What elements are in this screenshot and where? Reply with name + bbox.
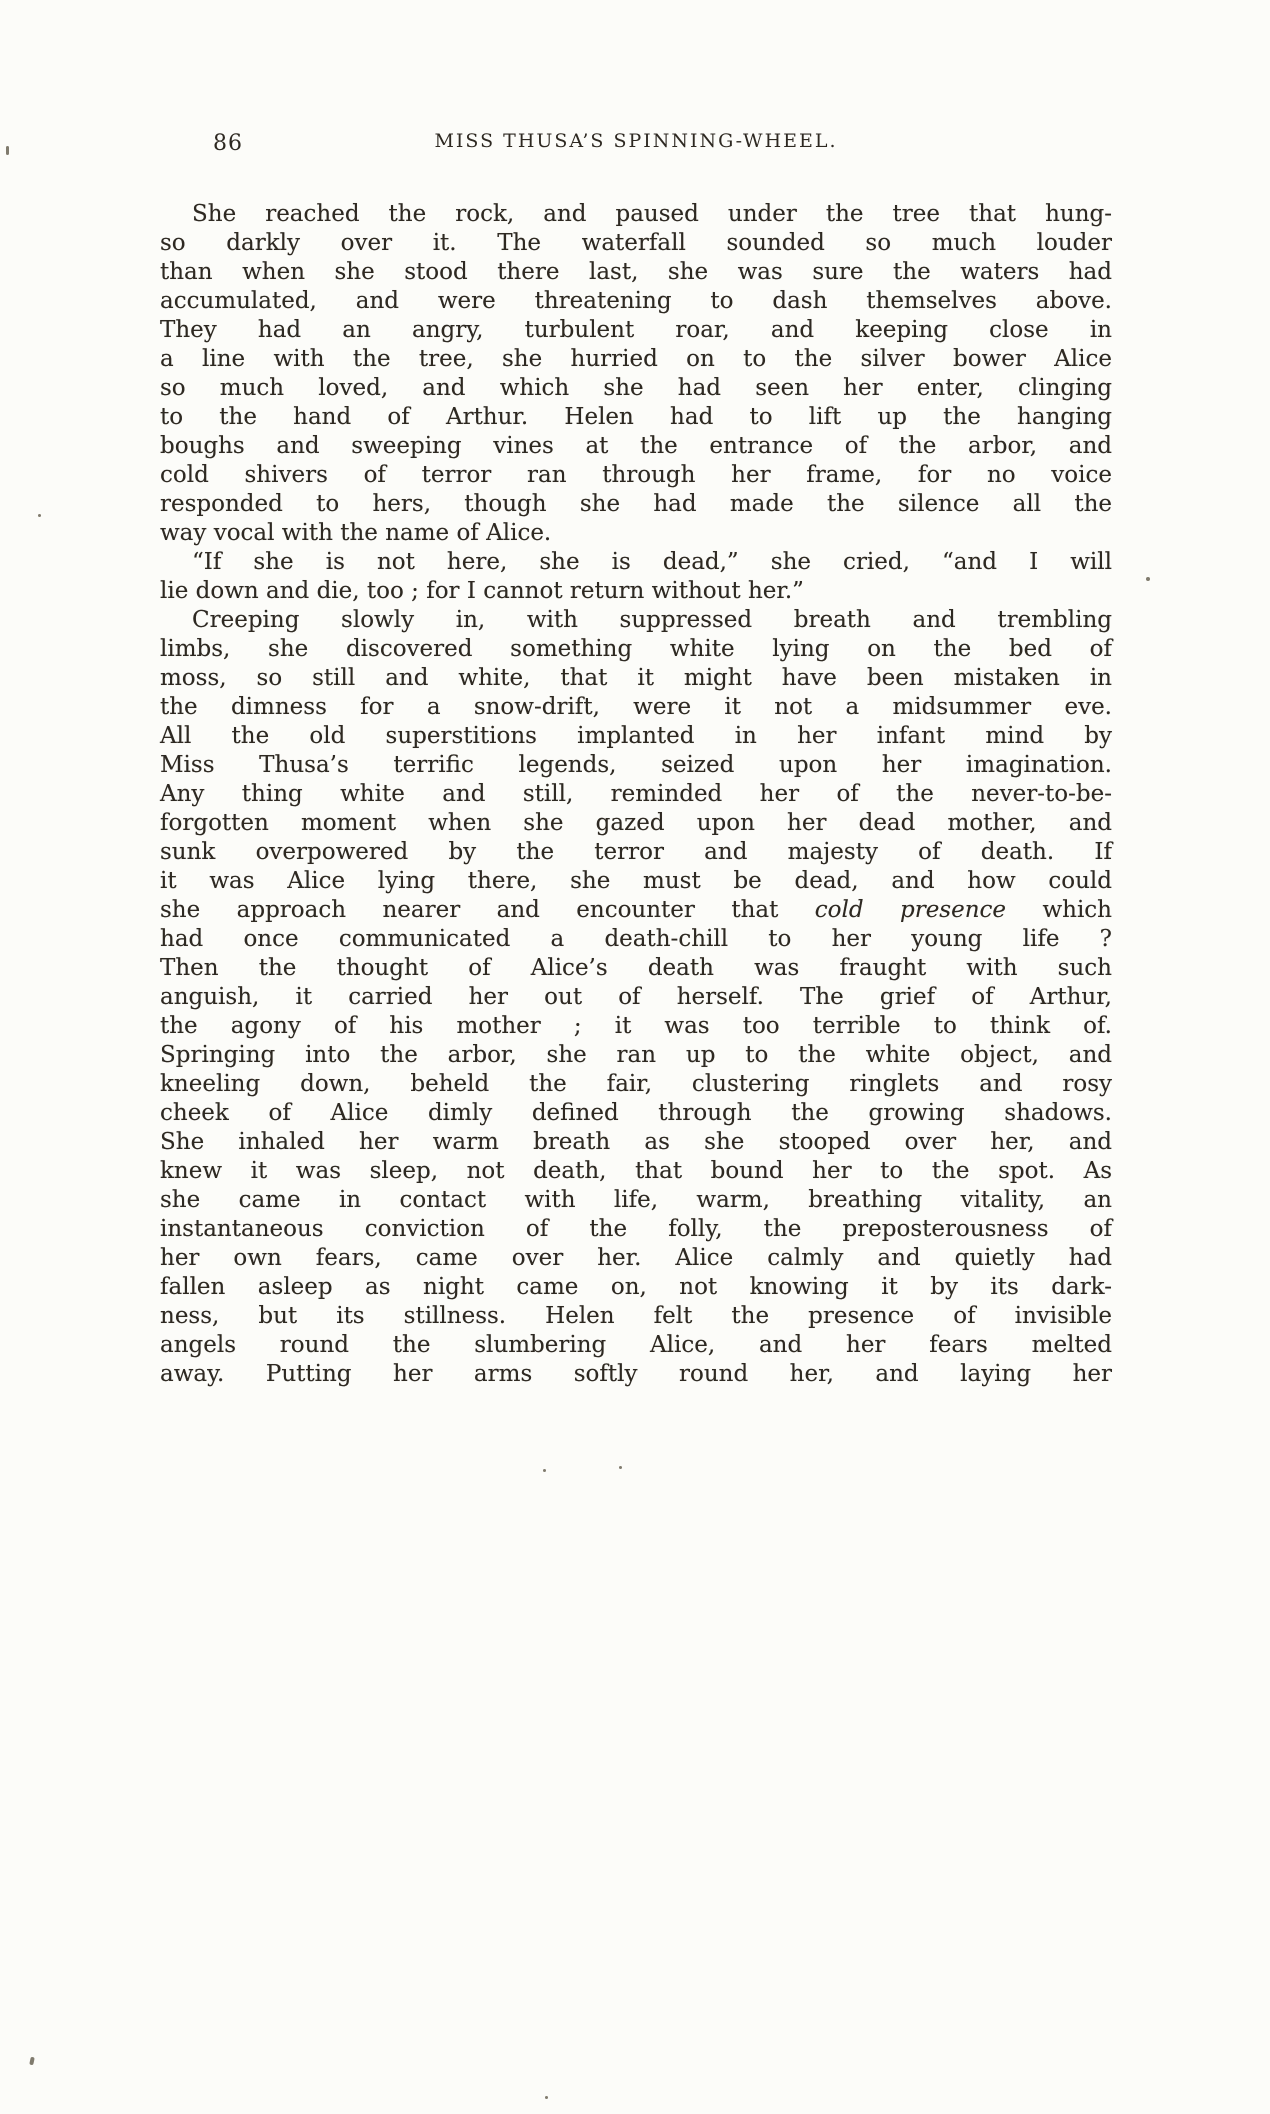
text-line: boughs and sweeping vines at the entrance of the arbor, and [160, 433, 1112, 459]
page-number: 86 [213, 131, 243, 156]
text-line: ness, but its stillness. Helen felt the presence of invisible [160, 1303, 1112, 1329]
text-line: She inhaled her warm breath as she stooped over her, and [160, 1129, 1112, 1155]
text-line: it was Alice lying there, she must be dead, and how could [160, 868, 1112, 894]
text-line: to the hand of Arthur. Helen had to lift up the hanging [160, 404, 1112, 430]
text-line: anguish, it carried her out of herself. The grief of Arthur, [160, 984, 1112, 1010]
scan-artifact [6, 146, 9, 155]
scan-artifact [38, 514, 41, 517]
text-line: They had an angry, turbulent roar, and keeping close in [160, 317, 1112, 343]
paragraph [160, 606, 1112, 1389]
text-line: so much loved, and which she had seen her enter, clinging [160, 375, 1112, 401]
text-segment: she approach nearer and encounter that [160, 897, 815, 923]
text-line: kneeling down, beheld the fair, clustering ringlets and rosy [160, 1071, 1112, 1097]
text-line: angels round the slumbering Alice, and her fears melted [160, 1332, 1112, 1358]
text-block [160, 130, 1112, 1389]
paragraph [160, 200, 1112, 548]
text-line: fallen asleep as night came on, not knowing it by its dark- [160, 1274, 1112, 1300]
text-line: accumulated, and were threatening to dash themselves above. [160, 288, 1112, 314]
text-line: away. Putting her arms softly round her, and laying her [160, 1361, 1112, 1387]
text-line: lie down and die, too ; for I cannot return without her.” [160, 578, 804, 604]
text-line: a line with the tree, she hurried on to the silver bower Alice [160, 346, 1112, 372]
text-line: sunk overpowered by the terror and majesty of death. If [160, 839, 1112, 865]
scan-artifact [1146, 577, 1150, 581]
text-line: her own fears, came over her. Alice calmly and quietly had [160, 1245, 1112, 1271]
text-line: Miss Thusa’s terrific legends, seized upon her imagination. [160, 752, 1112, 778]
scan-artifact [619, 1466, 622, 1469]
text-line: She reached the rock, and paused under the tree that hung- [192, 201, 1112, 227]
text-line: Any thing white and still, reminded her of the never-to-be- [160, 781, 1112, 807]
text-line: limbs, she discovered something white lying on the bed of [160, 636, 1112, 662]
scan-artifact [543, 1469, 546, 1472]
page-header [160, 130, 1112, 158]
page-body [160, 200, 1112, 1389]
text-line: she came in contact with life, warm, breathing vitality, an [160, 1187, 1112, 1213]
text-line: the agony of his mother ; it was too terrible to think of. [160, 1013, 1112, 1039]
paragraph [160, 548, 1112, 606]
text-line: responded to hers, though she had made the silence all the [160, 491, 1112, 517]
text-line: Creeping slowly in, with suppressed breath and trembling [192, 607, 1112, 633]
text-line: “If she is not here, she is dead,” she cried, “and I will [192, 549, 1112, 575]
text-line: cheek of Alice dimly defined through the growing shadows. [160, 1100, 1112, 1126]
text-line: cold shivers of terror ran through her frame, for no voice [160, 462, 1112, 488]
text-line: way vocal with the name of Alice. [160, 520, 552, 546]
text-line: so darkly over it. The waterfall sounded so much louder [160, 230, 1112, 256]
text-line: forgotten moment when she gazed upon her dead mother, and [160, 810, 1112, 836]
text-line: Then the thought of Alice’s death was fraught with such [160, 955, 1112, 981]
text-line: knew it was sleep, not death, that bound her to the spot. As [160, 1158, 1112, 1184]
text-line: Springing into the arbor, she ran up to the white object, and [160, 1042, 1112, 1068]
text-segment: which [1006, 897, 1112, 923]
scan-artifact [545, 2096, 548, 2099]
italic-phrase: cold presence [814, 897, 1007, 923]
text-line: the dimness for a snow-drift, were it not a midsummer eve. [160, 694, 1112, 720]
text-line: All the old superstitions implanted in her infant mind by [160, 723, 1112, 749]
text-line: instantaneous conviction of the folly, the preposterousness of [160, 1216, 1112, 1242]
text-line: had once communicated a death-chill to her young life ? [160, 926, 1112, 952]
text-line: than when she stood there last, she was sure the waters had [160, 259, 1112, 285]
running-title: MISS THUSA’S SPINNING-WHEEL. [434, 130, 838, 152]
scan-artifact [29, 2057, 35, 2066]
text-line [160, 896, 1112, 925]
text-line: moss, so still and white, that it might have been mistaken in [160, 665, 1112, 691]
